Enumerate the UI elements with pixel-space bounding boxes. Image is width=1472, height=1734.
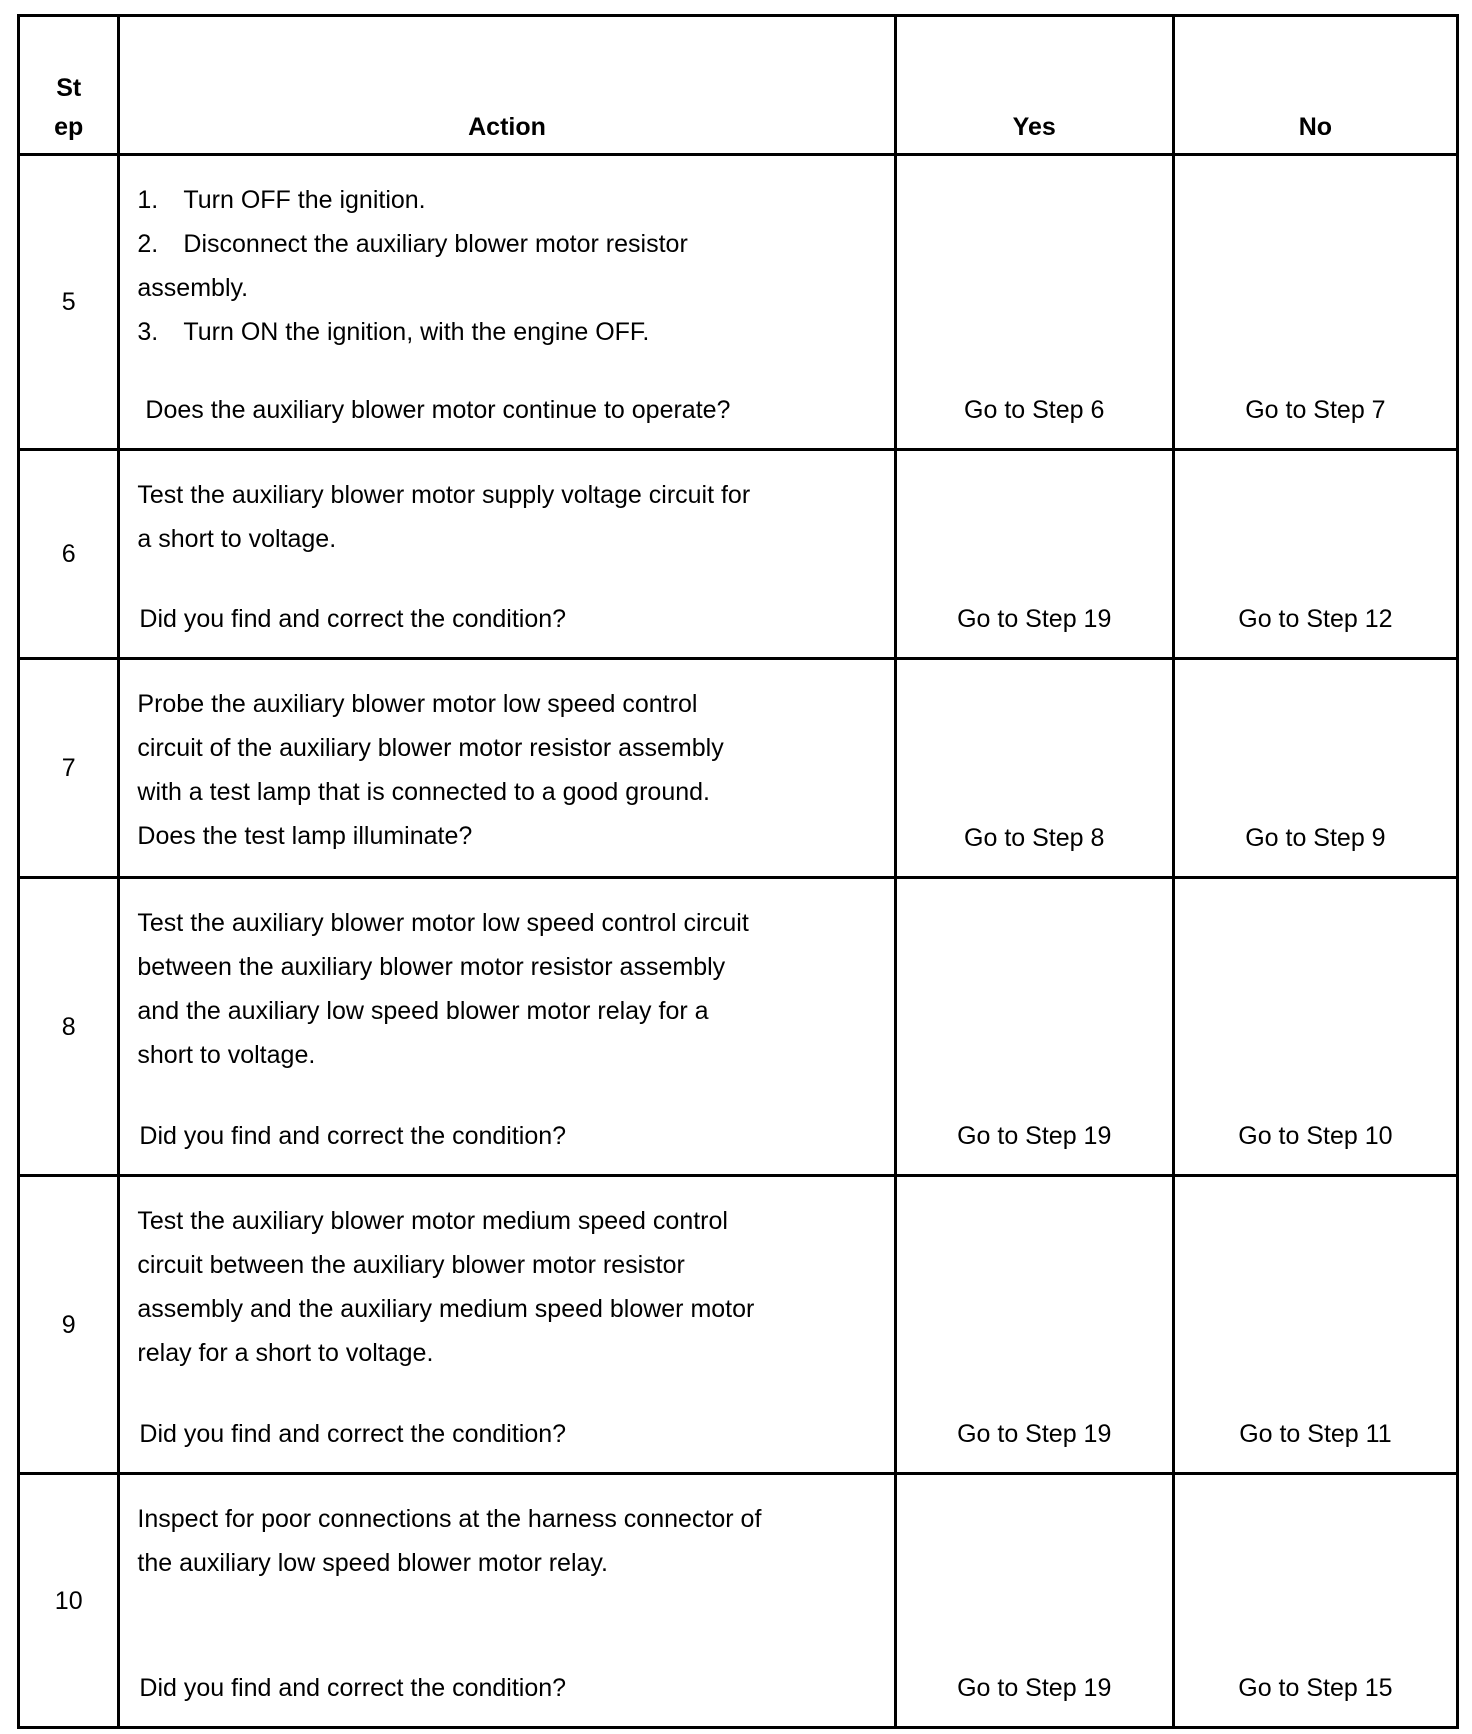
- step-number: 9: [19, 1176, 119, 1474]
- step-number: 6: [19, 450, 119, 659]
- no-cell: Go to Step 10: [1173, 878, 1457, 1176]
- action-line: a short to voltage.: [137, 525, 337, 553]
- yes-cell: Go to Step 19: [895, 878, 1173, 1176]
- action-line: Test the auxiliary blower motor medium speed control: [137, 1207, 728, 1235]
- header-row: [19, 16, 1458, 155]
- action-question: Did you find and correct the condition?: [139, 1420, 567, 1448]
- action-line: with a test lamp that is connected to a good ground.: [137, 778, 710, 806]
- step-number: 5: [19, 155, 119, 450]
- action-question: Does the auxiliary blower motor continue to operate?: [145, 396, 731, 424]
- yes-cell: Go to Step 6: [895, 155, 1173, 450]
- action-question: Did you find and correct the condition?: [139, 1122, 567, 1150]
- header-step-line1: St: [56, 74, 82, 102]
- list-item: 1. Turn OFF the ignition.: [137, 186, 426, 214]
- action-line: the auxiliary low speed blower motor relay.: [137, 1549, 608, 1577]
- list-item: 2. Disconnect the auxiliary blower motor resistor: [137, 230, 688, 258]
- action-question: Did you find and correct the condition?: [139, 1674, 567, 1702]
- list-item: assembly.: [137, 274, 249, 302]
- table-row: [19, 450, 1458, 659]
- table-row: [19, 659, 1458, 878]
- step-number: 8: [19, 878, 119, 1176]
- action-line: Test the auxiliary blower motor low speed control circuit: [137, 909, 749, 937]
- header-yes: Yes: [895, 16, 1173, 155]
- action-cell: [119, 878, 895, 1176]
- action-line: Inspect for poor connections at the harness connector of: [137, 1505, 762, 1533]
- step-number: 10: [19, 1474, 119, 1728]
- action-line: short to voltage.: [137, 1041, 316, 1069]
- table-row: [19, 1474, 1458, 1728]
- header-no: No: [1173, 16, 1457, 155]
- action-cell: [119, 659, 895, 878]
- action-cell: [119, 155, 895, 450]
- header-action: Action: [119, 16, 895, 155]
- action-cell: [119, 450, 895, 659]
- action-line: Test the auxiliary blower motor supply voltage circuit for: [137, 481, 751, 509]
- header-step-line2: ep: [54, 113, 84, 141]
- action-cell: [119, 1474, 895, 1728]
- action-question: Did you find and correct the condition?: [139, 605, 567, 633]
- no-cell: Go to Step 7: [1173, 155, 1457, 450]
- action-line: and the auxiliary low speed blower motor relay for a: [137, 997, 709, 1025]
- action-line: Probe the auxiliary blower motor low speed control: [137, 690, 698, 718]
- yes-cell: Go to Step 19: [895, 1176, 1173, 1474]
- action-line: between the auxiliary blower motor resistor assembly: [137, 953, 726, 981]
- yes-cell: Go to Step 8: [895, 659, 1173, 878]
- table-row: [19, 155, 1458, 450]
- action-line: circuit of the auxiliary blower motor resistor assembly: [137, 734, 724, 762]
- no-cell: Go to Step 12: [1173, 450, 1457, 659]
- yes-cell: Go to Step 19: [895, 450, 1173, 659]
- action-cell: [119, 1176, 895, 1474]
- action-line: Does the test lamp illuminate?: [137, 822, 473, 850]
- table-row: [19, 1176, 1458, 1474]
- step-number: 7: [19, 659, 119, 878]
- header-step: [19, 16, 119, 155]
- no-cell: Go to Step 9: [1173, 659, 1457, 878]
- no-cell: Go to Step 15: [1173, 1474, 1457, 1728]
- action-line: circuit between the auxiliary blower motor resistor: [137, 1251, 685, 1279]
- action-line: relay for a short to voltage.: [137, 1339, 434, 1367]
- yes-cell: Go to Step 19: [895, 1474, 1173, 1728]
- action-line: assembly and the auxiliary medium speed blower motor: [137, 1295, 755, 1323]
- diagnostic-table: [17, 14, 1459, 1729]
- no-cell: Go to Step 11: [1173, 1176, 1457, 1474]
- table-row: [19, 878, 1458, 1176]
- list-item: 3. Turn ON the ignition, with the engine OFF.: [137, 318, 650, 346]
